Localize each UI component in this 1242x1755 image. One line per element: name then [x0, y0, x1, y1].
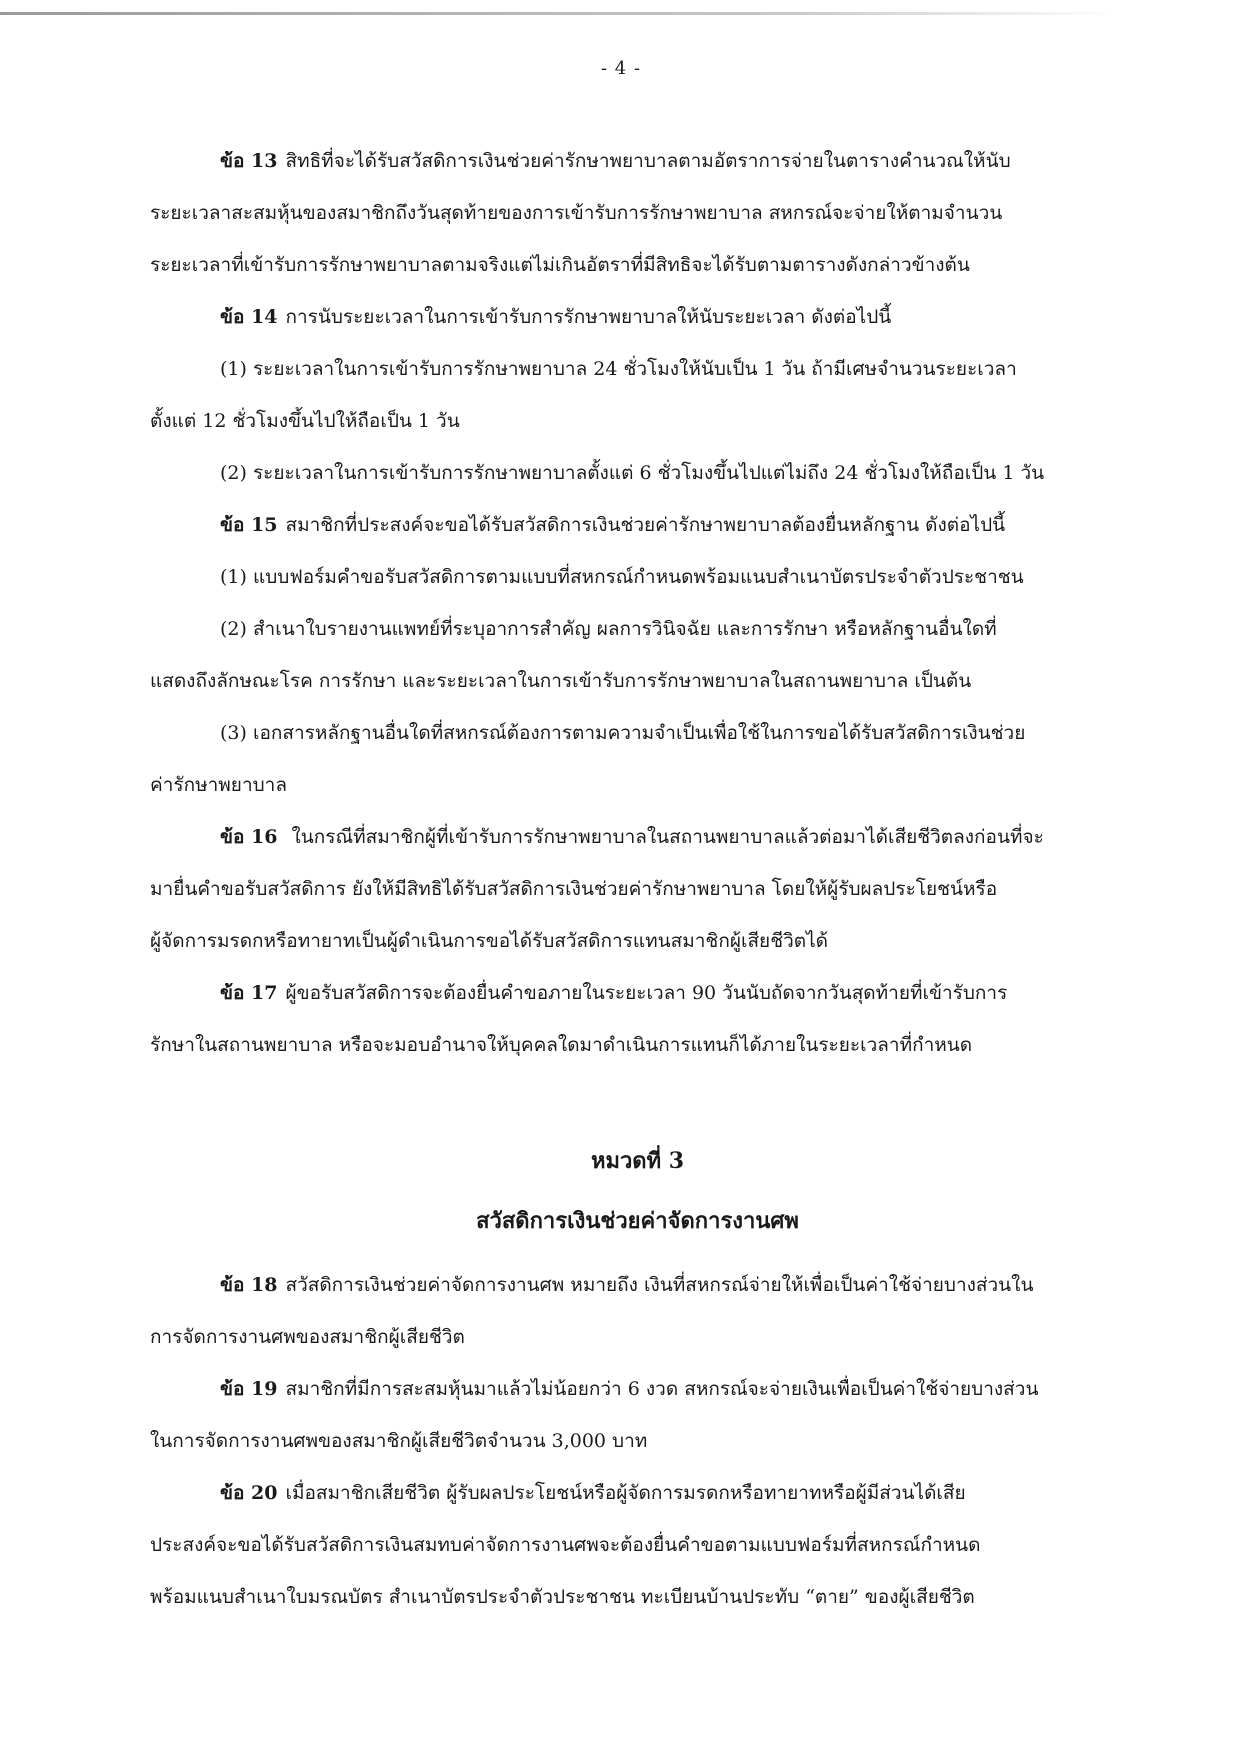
clause-18-line-2: การจัดการงานศพของสมาชิกผู้เสียชีวิต — [150, 1326, 465, 1348]
clause-15-item-2-line-1: (2) สำเนาใบรายงานแพทย์ที่ระบุอาการสำคัญ ผลการวินิจฉัย และการรักษา หรือหลักฐานอื่นใดที่ — [220, 618, 997, 640]
clause-16-line-2: มายื่นคำขอรับสวัสดิการ ยังให้มีสิทธิได้รับสวัสดิการเงินช่วยค่ารักษาพยาบาล โดยให้ผู้รับผลประโยชน์หรือ — [150, 878, 998, 900]
clause-13-line-2: ระยะเวลาสะสมหุ้นของสมาชิกถึงวันสุดท้ายของการเข้ารับการรักษาพยาบาล สหกรณ์จะจ่ายให้ตามจำนวน — [150, 202, 1003, 224]
scan-edge-line — [0, 12, 1120, 15]
clause-19-line-1 — [150, 1363, 1125, 1415]
clause-14-label: ข้อ 14 — [220, 306, 278, 328]
clause-19-line-2: ในการจัดการงานศพของสมาชิกผู้เสียชีวิตจำนวน 3,000 บาท — [150, 1430, 648, 1452]
clause-13-line-1 — [150, 135, 1125, 187]
clause-18-label: ข้อ 18 — [220, 1274, 278, 1296]
clause-13-text-1: สิทธิที่จะได้รับสวัสดิการเงินช่วยค่ารักษาพยาบาลตามอัตราการจ่ายในตารางคำนวณให้นับ — [285, 150, 1011, 172]
clause-15-line-1 — [150, 499, 1125, 551]
document-body — [150, 135, 1125, 1623]
clause-15-item-3-line-2: ค่ารักษาพยาบาล — [150, 774, 287, 796]
clause-20-text-1: เมื่อสมาชิกเสียชีวิต ผู้รับผลประโยชน์หรือผู้จัดการมรดกหรือทายาทหรือผู้มีส่วนได้เสีย — [285, 1482, 966, 1504]
clause-16-line-1 — [150, 811, 1125, 863]
clause-16-text-1: ในกรณีที่สมาชิกผู้ที่เข้ารับการรักษาพยาบาลในสถานพยาบาลแล้วต่อมาได้เสียชีวิตลงก่อนที่จะ — [285, 826, 1044, 848]
clause-20-line-2: ประสงค์จะขอได้รับสวัสดิการเงินสมทบค่าจัดการงานศพจะต้องยื่นคำขอตามแบบฟอร์มที่สหกรณ์กำหนด — [150, 1534, 981, 1556]
clause-15-item-2-line-2: แสดงถึงลักษณะโรค การรักษา และระยะเวลาในการเข้ารับการรักษาพยาบาลในสถานพยาบาล เป็นต้น — [150, 670, 972, 692]
clause-15-text-1: สมาชิกที่ประสงค์จะขอได้รับสวัสดิการเงินช่วยค่ารักษาพยาบาลต้องยื่นหลักฐาน ดังต่อไปนี้ — [285, 514, 1006, 536]
clause-20-line-1 — [150, 1467, 1125, 1519]
clause-20-label: ข้อ 20 — [220, 1482, 278, 1504]
clause-14-item-2-line-1: (2) ระยะเวลาในการเข้ารับการรักษาพยาบาลตั้งแต่ 6 ชั่วโมงขึ้นไปแต่ไม่ถึง 24 ชั่วโมงให้ถือเป็น 1 วัน — [220, 462, 1045, 484]
chapter-title: หมวดที่ 3 — [590, 1148, 685, 1174]
clause-16-line-3: ผู้จัดการมรดกหรือทายาทเป็นผู้ดำเนินการขอได้รับสวัสดิการแทนสมาชิกผู้เสียชีวิตได้ — [150, 930, 828, 952]
clause-19-text-1: สมาชิกที่มีการสะสมหุ้นมาแล้วไม่น้อยกว่า 6 งวด สหกรณ์จะจ่ายเงินเพื่อเป็นค่าใช้จ่ายบางส่วน — [285, 1378, 1039, 1400]
clause-18-text-1: สวัสดิการเงินช่วยค่าจัดการงานศพ หมายถึง เงินที่สหกรณ์จ่ายให้เพื่อเป็นค่าใช้จ่ายบางส่วนใน — [285, 1274, 1034, 1296]
clause-15-item-1-line-1: (1) แบบฟอร์มคำขอรับสวัสดิการตามแบบที่สหกรณ์กำหนดพร้อมแนบสำเนาบัตรประจำตัวประชาชน — [220, 566, 1024, 588]
clause-17-label: ข้อ 17 — [220, 982, 278, 1004]
clause-14-text-1: การนับระยะเวลาในการเข้ารับการรักษาพยาบาลให้นับระยะเวลา ดังต่อไปนี้ — [285, 306, 892, 328]
clause-13-line-3: ระยะเวลาที่เข้ารับการรักษาพยาบาลตามจริงแต่ไม่เกินอัตราที่มีสิทธิจะได้รับตามตารางดังกล่าวข้างต้น — [150, 254, 970, 276]
clause-20-line-3: พร้อมแนบสำเนาใบมรณบัตร สำเนาบัตรประจำตัวประชาชน ทะเบียนบ้านประทับ “ตาย” ของผู้เสียชีวิต — [150, 1586, 975, 1608]
clause-18-line-1 — [150, 1259, 1125, 1311]
clause-19-label: ข้อ 19 — [220, 1378, 278, 1400]
clause-17-line-2: รักษาในสถานพยาบาล หรือจะมอบอำนาจให้บุคคลใดมาดำเนินการแทนก็ได้ภายในระยะเวลาที่กำหนด — [150, 1034, 973, 1056]
clause-14-item-1-line-1: (1) ระยะเวลาในการเข้ารับการรักษาพยาบาล 24 ชั่วโมงให้นับเป็น 1 วัน ถ้ามีเศษจำนวนระยะเวลา — [220, 358, 1017, 380]
chapter-subtitle: สวัสดิการเงินช่วยค่าจัดการงานศพ — [476, 1208, 799, 1234]
clause-16-label: ข้อ 16 — [220, 826, 278, 848]
clause-17-text-1: ผู้ขอรับสวัสดิการจะต้องยื่นคำขอภายในระยะเวลา 90 วันนับถัดจากวันสุดท้ายที่เข้ารับการ — [285, 982, 1008, 1004]
page-number: - 4 - — [600, 58, 642, 79]
section-gap — [150, 1071, 1125, 1131]
clause-14-item-1-line-2: ตั้งแต่ 12 ชั่วโมงขึ้นไปให้ถือเป็น 1 วัน — [150, 410, 460, 432]
clause-15-item-3-line-1: (3) เอกสารหลักฐานอื่นใดที่สหกรณ์ต้องการตามความจำเป็นเพื่อใช้ในการขอได้รับสวัสดิการเงินช่วย — [220, 722, 1026, 744]
clause-15-label: ข้อ 15 — [220, 514, 278, 536]
clause-13-label: ข้อ 13 — [220, 150, 278, 172]
clause-17-line-1 — [150, 967, 1125, 1019]
clause-14-line-1 — [150, 291, 1125, 343]
